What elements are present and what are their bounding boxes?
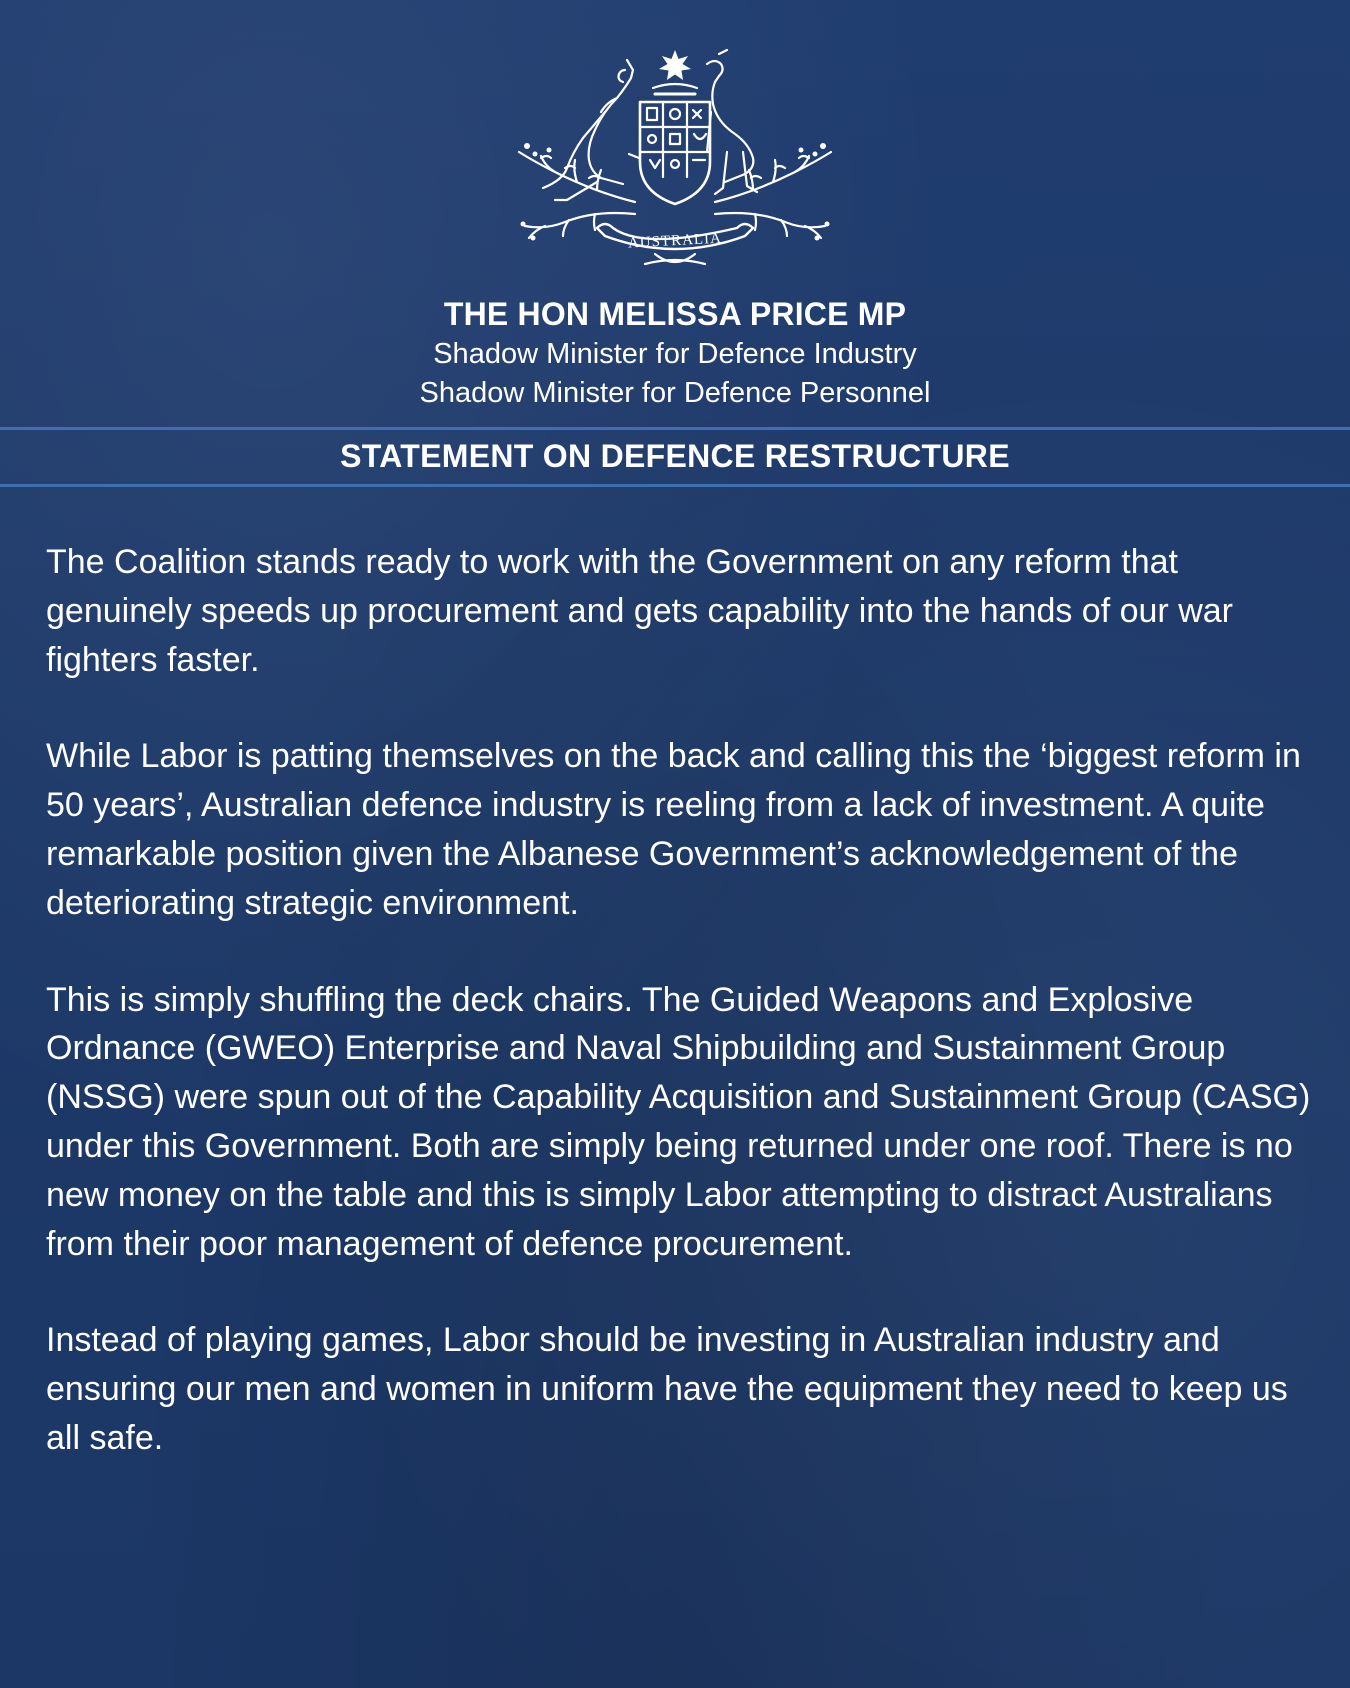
statement-title: STATEMENT ON DEFENCE RESTRUCTURE xyxy=(340,438,1010,474)
crest-banner-text: AUSTRALIA xyxy=(627,230,723,252)
statement-paragraph: Instead of playing games, Labor should be investing in Australian industry and ensuring our men and women in uniform have the equipment they need to keep us all safe. xyxy=(46,1321,1288,1457)
statement-paragraph: The Coalition stands ready to work with the Government on any reform that genuinely speeds up procurement and gets capability into the hands of our war fighters faster. xyxy=(46,543,1233,679)
statement-paragraph: This is simply shuffling the deck chairs. The Guided Weapons and Explosive Ordnance (GWEO) Enterprise and Naval Shipbuilding and Sustainment Group (NSSG) were spun out of the Capability Acquisition and Sustainment Group (CASG) under this Government. Both are simply being returned under one roof. There is no new money on the table and this is simply Labor attempting to distract Australians from their poor management of defence procurement. xyxy=(46,980,1311,1263)
title-divider-bottom xyxy=(0,484,1350,487)
minister-role-industry: Shadow Minister for Defence Industry xyxy=(433,338,917,370)
coat-of-arms-icon xyxy=(505,42,845,272)
minister-name: THE HON MELISSA PRICE MP xyxy=(443,296,907,332)
title-divider-top xyxy=(0,427,1350,430)
statement-body xyxy=(46,538,1316,1511)
minister-role-personnel: Shadow Minister for Defence Personnel xyxy=(419,377,931,409)
statement-paragraph: While Labor is patting themselves on the back and calling this the ‘biggest reform in 50 years’, Australian defence industry is reeling from a lack of investment. A quite remarkable position given the Albanese Government’s acknowledgement of the deteriorating strategic environment. xyxy=(46,737,1301,922)
